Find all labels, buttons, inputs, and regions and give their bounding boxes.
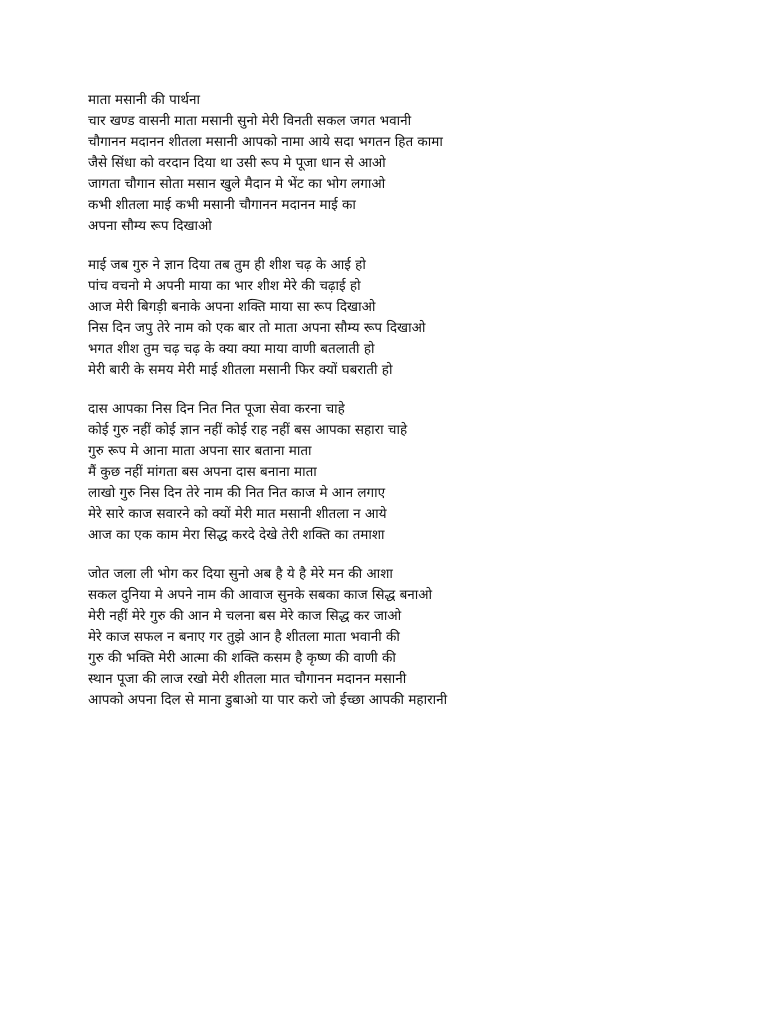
verse-line: मेरे सारे काज सवारने को क्यों मेरी मात मसानी शीतला न आये: [88, 506, 387, 522]
stanza-4: [88, 564, 688, 711]
verse-line: भगत शीश तुम चढ़ चढ़ के क्या क्या माया वाणी बतलाती हो: [88, 341, 375, 357]
verse-line: पांच वचनो मे अपनी माया का भार शीश मेरे की चढ़ाई हो: [88, 278, 361, 294]
verse-line: आपको अपना दिल से माना डुबाओ या पार करो जो ईच्छा आपकी महारानी: [88, 692, 448, 708]
verse-line: जोत जला ली भोग कर दिया सुनो अब है ये है मेरे मन की आशा: [88, 566, 393, 582]
verse-line: आज मेरी बिगड़ी बनाके अपना शक्ति माया सा रूप दिखाओ: [88, 299, 376, 315]
stanza-3: [88, 399, 688, 546]
stanza-2: [88, 255, 688, 381]
verse-line: जागता चौगान सोता मसान खुले मैदान मे भेंट का भोग लगाओ: [88, 176, 386, 192]
verse-line: मेरी नहीं मेरे गुरु की आन मे चलना बस मेरे काज सिद्ध कर जाओ: [88, 608, 402, 624]
verse-line: अपना सौम्य रूप दिखाओ: [88, 218, 212, 234]
verse-line: स्थान पूजा की लाज रखो मेरी शीतला मात चौगानन मदानन मसानी: [88, 671, 407, 687]
verse-line: लाखो गुरु निस दिन तेरे नाम की नित नित काज मे आन लगाए: [88, 485, 386, 501]
verse-line: मेरे काज सफल न बनाए गर तुझे आन है शीतला माता भवानी की: [88, 629, 400, 645]
verse-line: कभी शीतला माई कभी मसानी चौगानन मदानन माई का: [88, 197, 356, 213]
verse-line: चौगानन मदानन शीतला मसानी आपको नामा आये सदा भगतन हित कामा: [88, 134, 443, 150]
verse-line: चार खण्ड वासनी माता मसानी सुनो मेरी विनती सकल जगत भवानी: [88, 113, 412, 129]
stanza-1: [88, 111, 688, 237]
verse-line: मैं कुछ नहीं मांगता बस अपना दास बनाना माता: [88, 464, 317, 480]
prayer-text: [88, 90, 688, 729]
verse-line: माई जब गुरु ने ज्ञान दिया तब तुम ही शीश चढ़ के आई हो: [88, 257, 366, 273]
verse-line: निस दिन जपु तेरे नाम को एक बार तो माता अपना सौम्य रूप दिखाओ: [88, 320, 426, 336]
verse-line: दास आपका निस दिन नित नित पूजा सेवा करना चाहे: [88, 401, 345, 417]
verse-line: सकल दुनिया मे अपने नाम की आवाज सुनके सबका काज सिद्ध बनाओ: [88, 587, 433, 603]
verse-line: गुरु की भक्ति मेरी आत्मा की शक्ति कसम है कृष्ण की वाणी की: [88, 650, 396, 666]
verse-line: कोई गुरु नहीं कोई ज्ञान नहीं कोई राह नहीं बस आपका सहारा चाहे: [88, 422, 408, 438]
verse-line: गुरु रूप मे आना माता अपना सार बताना माता: [88, 443, 312, 459]
verse-line: जैसे सिंधा को वरदान दिया था उसी रूप मे पूजा धान से आओ: [88, 155, 386, 171]
verse-line: मेरी बारी के समय मेरी माई शीतला मसानी फिर क्यों घबराती हो: [88, 362, 393, 378]
verse-line: आज का एक काम मेरा सिद्ध करदे देखे तेरी शक्ति का तमाशा: [88, 527, 385, 543]
document-title: माता मसानी की पार्थना: [88, 92, 200, 108]
